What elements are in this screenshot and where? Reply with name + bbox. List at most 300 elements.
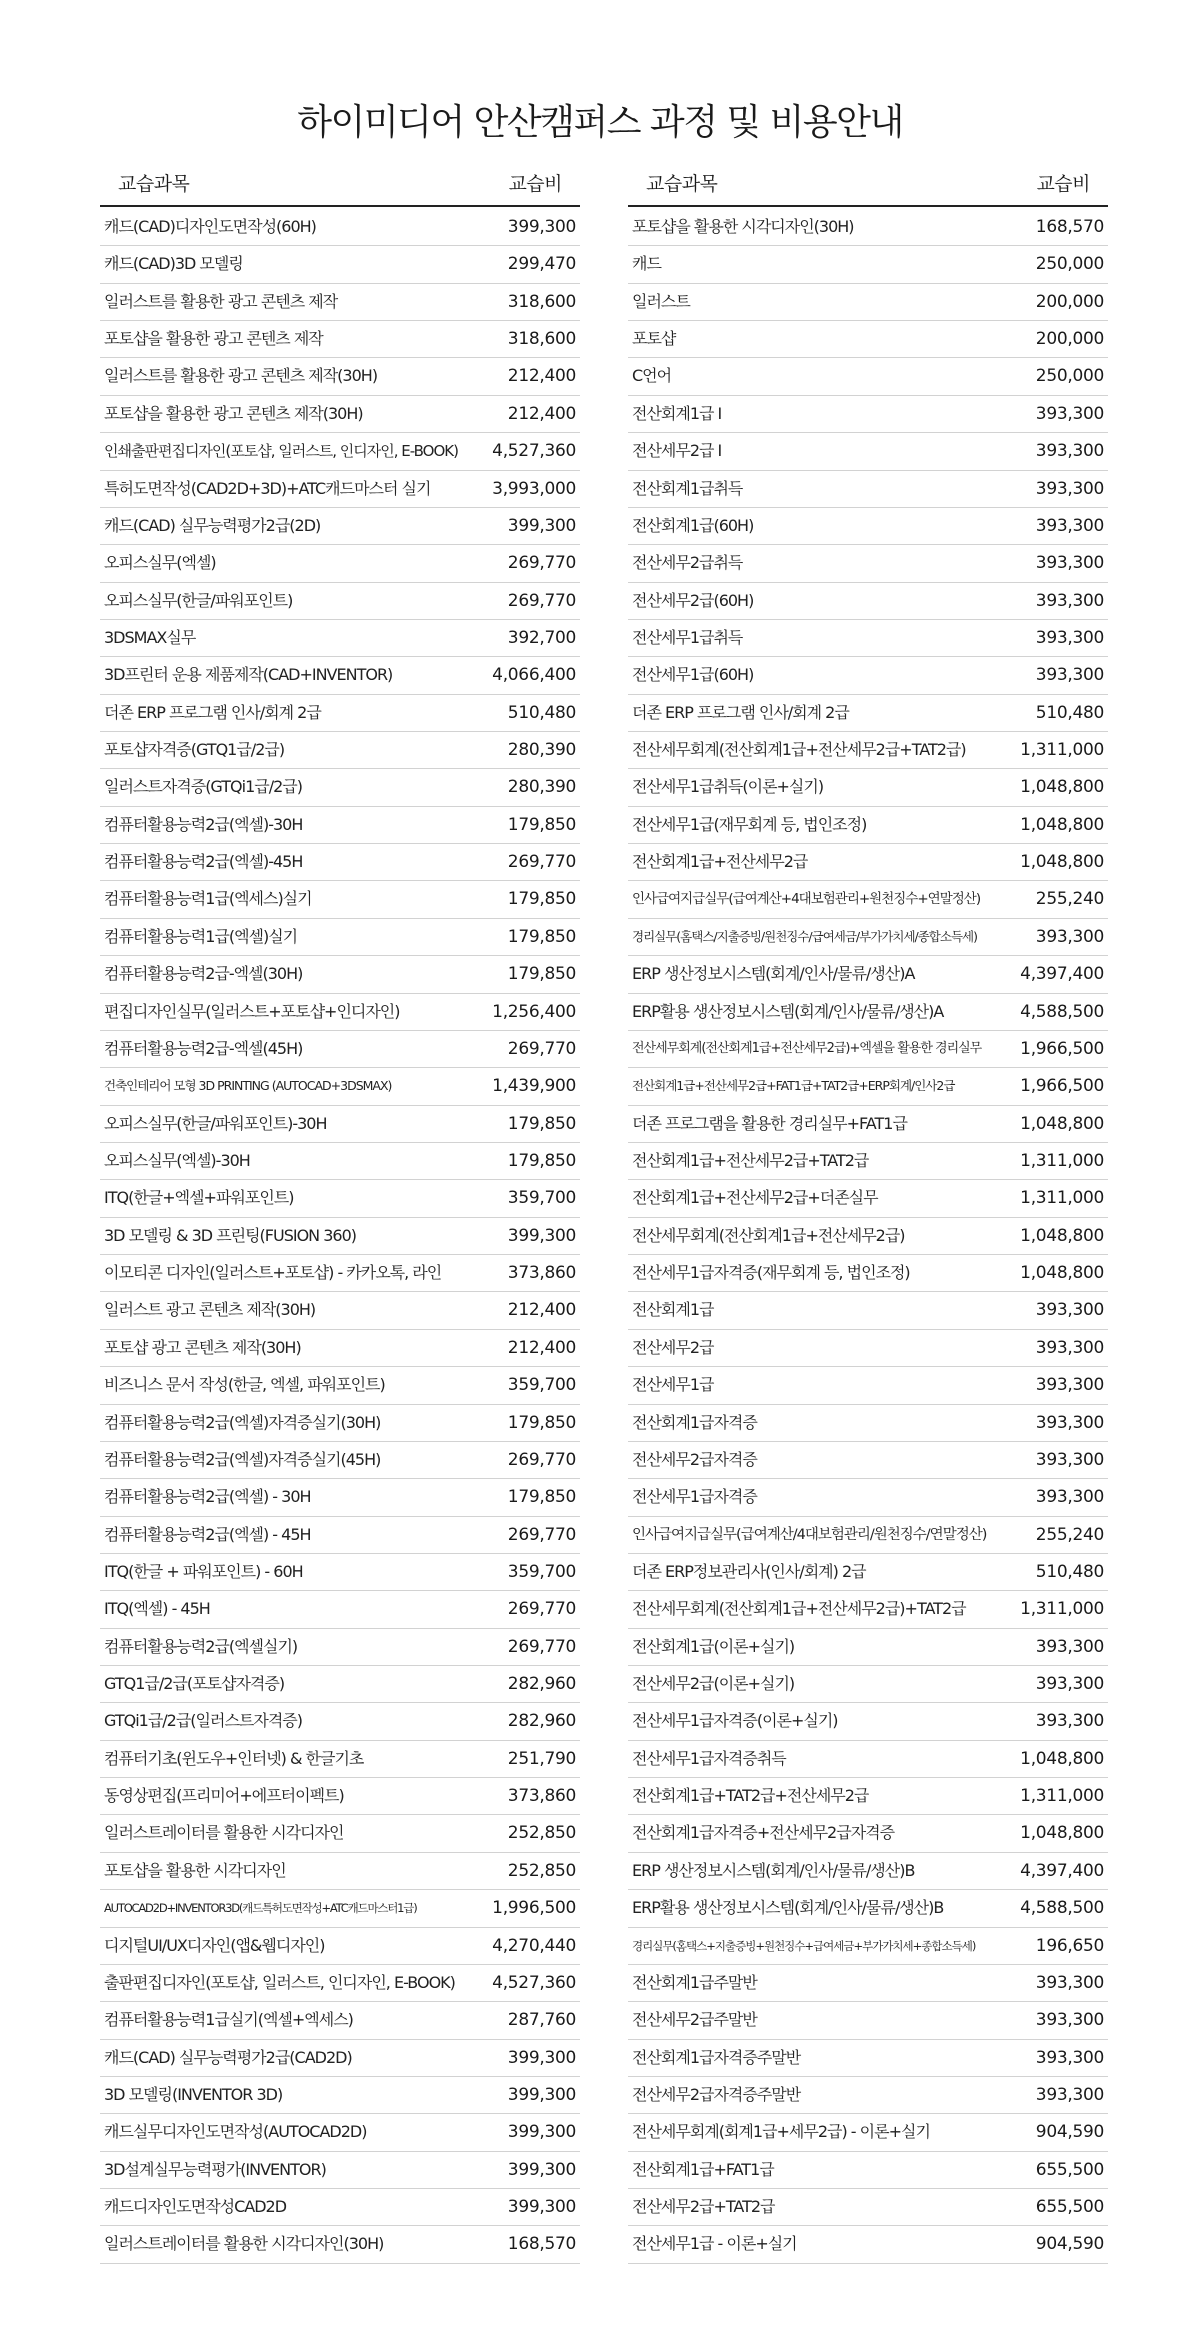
course-name: 인사급여지급실무(급여계산/4대보험관리/원천징수/연말정산) (632, 1526, 987, 1543)
course-name: 컴퓨터활용능력1급실기(엑셀+엑세스) (104, 2010, 353, 2030)
course-fee: 269,770 (507, 590, 576, 611)
header-course: 교습과목 (646, 173, 718, 195)
table-row (100, 1815, 580, 1852)
table-row (628, 2114, 1108, 2151)
table-row (628, 769, 1108, 806)
table-row (100, 1928, 580, 1965)
course-name: 3D설계실무능력평가(INVENTOR) (104, 2159, 326, 2179)
course-fee: 299,470 (507, 254, 576, 275)
table-row (628, 1218, 1108, 1255)
table-row (100, 1517, 580, 1554)
course-fee: 393,300 (1035, 2047, 1104, 2068)
course-name: 오피스실무(엑셀)-30H (104, 1150, 250, 1170)
course-name: 인사급여지급실무(급여계산+4대보험관리+원천징수+연말정산) (632, 891, 981, 908)
course-name: 전산세무2급(이론+실기) (632, 1674, 795, 1694)
course-name: 캐드디자인도면작성CAD2D (104, 2197, 287, 2217)
course-name: 더존 ERP 프로그램 인사/회계 2급 (632, 702, 849, 722)
course-name: 3D 모델링(INVENTOR 3D) (104, 2084, 283, 2104)
course-name: 전산세무회계(회계1급+세무2급) - 이론+실기 (632, 2122, 930, 2142)
course-name: 특허도면작성(CAD2D+3D)+ATC캐드마스터 실기 (104, 478, 431, 498)
table-row (100, 284, 580, 321)
course-fee: 399,300 (507, 217, 576, 237)
course-name: 전산세무2급(60H) (632, 590, 754, 610)
table-row (628, 1442, 1108, 1479)
table-row (628, 956, 1108, 993)
table-row (628, 2077, 1108, 2114)
course-fee: 399,300 (507, 2159, 576, 2180)
table-row (628, 2040, 1108, 2077)
course-fee: 212,400 (507, 1300, 576, 1321)
course-fee: 282,960 (507, 1674, 576, 1695)
course-fee: 280,390 (507, 740, 576, 761)
table-row (628, 2226, 1108, 2263)
table-row (100, 1479, 580, 1516)
course-fee: 399,300 (507, 2197, 576, 2218)
course-fee: 282,960 (507, 1711, 576, 1732)
table-row (100, 2152, 580, 2189)
course-name: 전산세무1급취득 (632, 627, 743, 647)
table-row (628, 1330, 1108, 1367)
course-fee: 179,850 (507, 964, 576, 985)
table-row (628, 1143, 1108, 1180)
table-row (100, 1106, 580, 1143)
course-fee: 4,527,360 (492, 1972, 576, 1993)
course-fee: 4,397,400 (1020, 964, 1104, 985)
table-row (100, 994, 580, 1031)
course-fee: 269,770 (507, 553, 576, 574)
course-name: C언어 (632, 366, 672, 386)
course-name: 3D 모델링 & 3D 프린팅(FUSION 360) (104, 1225, 357, 1245)
table-row (100, 1218, 580, 1255)
table-row (628, 284, 1108, 321)
course-name: 컴퓨터활용능력2급(엑셀실기) (104, 1636, 298, 1656)
course-name: ITQ(한글+엑셀+파워포인트) (104, 1188, 294, 1208)
table-row (100, 471, 580, 508)
course-name: 컴퓨터활용능력2급(엑셀)자격증실기(45H) (104, 1449, 381, 1469)
table-row (100, 1143, 580, 1180)
table-row (628, 881, 1108, 918)
course-fee: 1,048,800 (1020, 1748, 1104, 1769)
course-fee: 1,256,400 (492, 1001, 576, 1022)
course-name: 오피스실무(엑셀) (104, 553, 216, 573)
table-row (628, 1031, 1108, 1068)
course-name: ERP활용 생산정보시스템(회계/인사/물류/생산)B (632, 1898, 944, 1918)
course-fee: 399,300 (507, 2122, 576, 2143)
table-row (628, 1703, 1108, 1740)
table-row (628, 246, 1108, 283)
header-fee: 교습비 (1036, 173, 1090, 195)
course-fee: 393,300 (1035, 515, 1104, 536)
table-row (100, 1778, 580, 1815)
course-fee: 250,000 (1035, 254, 1104, 275)
course-name: 전산세무1급(60H) (632, 665, 754, 685)
table-row (628, 1554, 1108, 1591)
table-row (100, 1292, 580, 1329)
course-name: ITQ(한글 + 파워포인트) - 60H (104, 1561, 303, 1581)
table-row (628, 471, 1108, 508)
table-row (100, 583, 580, 620)
table-row (100, 956, 580, 993)
table-row (628, 657, 1108, 694)
course-name: 캐드 (632, 254, 661, 274)
course-name: 전산세무2급주말반 (632, 2010, 757, 2030)
course-name: 컴퓨터활용능력1급(엑세스)실기 (104, 889, 312, 909)
table-row (100, 209, 580, 246)
course-name: 컴퓨터활용능력2급(엑셀) - 30H (104, 1487, 311, 1507)
course-fee: 393,300 (1035, 1375, 1104, 1396)
course-fee: 393,300 (1035, 1487, 1104, 1508)
table-row (628, 2002, 1108, 2039)
course-name: 전산세무1급(재무회계 등, 법인조정) (632, 814, 867, 834)
course-fee: 510,480 (1035, 702, 1104, 723)
table-row (100, 695, 580, 732)
course-fee: 392,700 (507, 627, 576, 648)
course-name: GTQi1급/2급(일러스트자격증) (104, 1711, 302, 1731)
table-row (628, 508, 1108, 545)
course-name: 전산세무2급+TAT2급 (632, 2197, 775, 2217)
course-name: 디지털UI/UX디자인(앱&웹디자인) (104, 1935, 325, 1955)
course-fee: 399,300 (507, 2047, 576, 2068)
course-fee: 1,311,000 (1020, 1150, 1104, 1171)
course-fee: 252,850 (507, 1860, 576, 1881)
table-row (628, 1666, 1108, 1703)
course-fee: 393,300 (1035, 478, 1104, 499)
course-name: 컴퓨터활용능력2급(엑셀)-45H (104, 852, 303, 872)
course-name: 전산회계1급+전산세무2급 (632, 852, 808, 872)
course-fee: 510,480 (507, 702, 576, 723)
course-name: 컴퓨터활용능력2급-엑셀(45H) (104, 1038, 303, 1058)
course-name: 전산회계1급(이론+실기) (632, 1636, 795, 1656)
course-fee: 200,000 (1035, 291, 1104, 312)
course-name: 전산세무회계(전산회계1급+전산세무2급+TAT2급) (632, 740, 966, 760)
course-name: 출판편집디자인(포토샵, 일러스트, 인디자인, E-BOOK) (104, 1972, 455, 1992)
table-row (100, 508, 580, 545)
course-name: 전산회계1급+전산세무2급+더존실무 (632, 1188, 878, 1208)
course-fee: 399,300 (507, 2084, 576, 2105)
course-fee: 179,850 (507, 1113, 576, 1134)
course-name: 비즈니스 문서 작성(한글, 엑셀, 파워포인트) (104, 1375, 385, 1395)
table-row (100, 1703, 580, 1740)
course-name: 경리실무(홈택스/지출증빙/원천징수/급여세금/부가가치세/종합소득세) (632, 928, 977, 944)
table-row (100, 657, 580, 694)
table-row (100, 620, 580, 657)
table-row (628, 620, 1108, 657)
course-fee: 1,966,500 (1020, 1076, 1104, 1097)
course-fee: 393,300 (1035, 926, 1104, 947)
course-name: 전산회계1급+TAT2급+전산세무2급 (632, 1786, 869, 1806)
table-row (628, 2189, 1108, 2226)
course-fee: 393,300 (1035, 1711, 1104, 1732)
course-fee: 1,311,000 (1020, 1599, 1104, 1620)
course-fee: 655,500 (1035, 2159, 1104, 2180)
table-row (628, 1853, 1108, 1890)
table-row (628, 1629, 1108, 1666)
course-name: 전산세무1급자격증취득 (632, 1748, 786, 1768)
course-name: 일러스트 (632, 291, 690, 311)
course-fee: 393,300 (1035, 2084, 1104, 2105)
course-name: 컴퓨터활용능력2급(엑셀)자격증실기(30H) (104, 1412, 381, 1432)
course-fee: 4,066,400 (492, 665, 576, 686)
course-name: 전산회계1급주말반 (632, 1972, 757, 1992)
course-name: 일러스트레이터를 활용한 시각디자인(30H) (104, 2234, 384, 2254)
table-row (100, 433, 580, 470)
course-fee: 269,770 (507, 1599, 576, 1620)
table-row (100, 919, 580, 956)
table-row (628, 1479, 1108, 1516)
course-name: 전산세무2급자격증주말반 (632, 2084, 801, 2104)
table-row (628, 732, 1108, 769)
course-name: 전산회계1급자격증주말반 (632, 2047, 801, 2067)
table-row (100, 1554, 580, 1591)
course-fee: 399,300 (507, 1225, 576, 1246)
course-name: 전산세무2급 I (632, 441, 722, 461)
course-fee: 250,000 (1035, 366, 1104, 387)
table-row (628, 1890, 1108, 1927)
table-row (100, 1591, 580, 1628)
course-name: 일러스트자격증(GTQi1급/2급) (104, 777, 302, 797)
table-row (628, 1255, 1108, 1292)
header-course: 교습과목 (118, 173, 190, 195)
course-fee: 168,570 (1035, 217, 1104, 237)
course-fee: 393,300 (1035, 590, 1104, 611)
table-row (628, 358, 1108, 395)
table-row (100, 1666, 580, 1703)
course-fee: 269,770 (507, 1038, 576, 1059)
course-name: 컴퓨터기초(윈도우+인터넷) & 한글기초 (104, 1748, 364, 1768)
course-name: 포토샵을 활용한 광고 콘텐츠 제작(30H) (104, 403, 363, 423)
course-name: 오피스실무(한글/파워포인트) (104, 590, 293, 610)
course-fee: 269,770 (507, 852, 576, 873)
course-name: 포토샵을 활용한 시각디자인(30H) (632, 217, 854, 236)
course-fee: 1,996,500 (492, 1898, 576, 1919)
course-fee: 510,480 (1035, 1561, 1104, 1582)
course-fee: 904,590 (1035, 2122, 1104, 2143)
course-fee: 393,300 (1035, 2010, 1104, 2031)
table-row (628, 1778, 1108, 1815)
course-fee: 359,700 (507, 1561, 576, 1582)
table-row (100, 358, 580, 395)
course-name: 포토샵 (632, 329, 676, 349)
course-name: 더존 프로그램을 활용한 경리실무+FAT1급 (632, 1113, 907, 1133)
table-body (100, 209, 580, 2264)
course-name: GTQ1급/2급(포토샵자격증) (104, 1674, 285, 1694)
course-name: 전산세무1급 - 이론+실기 (632, 2234, 797, 2254)
table-row (100, 2114, 580, 2151)
table-row (628, 545, 1108, 582)
course-name: 전산회계1급자격증+전산세무2급자격증 (632, 1823, 895, 1843)
course-fee: 255,240 (1035, 1524, 1104, 1545)
table-row (100, 1853, 580, 1890)
course-fee: 1,048,800 (1020, 1263, 1104, 1284)
table-row (100, 807, 580, 844)
table-row (628, 1405, 1108, 1442)
course-name: 일러스트레이터를 활용한 시각디자인 (104, 1823, 344, 1843)
table-row (628, 994, 1108, 1031)
table-row (100, 321, 580, 358)
table-row (100, 769, 580, 806)
course-name: 일러스트를 활용한 광고 콘텐츠 제작(30H) (104, 366, 378, 386)
course-name: ERP활용 생산정보시스템(회계/인사/물류/생산)A (632, 1001, 944, 1021)
course-fee: 4,397,400 (1020, 1860, 1104, 1881)
table-row (100, 2077, 580, 2114)
course-name: 전산세무1급자격증(이론+실기) (632, 1711, 838, 1731)
course-fee: 318,600 (507, 291, 576, 312)
table-row (628, 1965, 1108, 2002)
table-row (628, 919, 1108, 956)
course-fee: 269,770 (507, 1524, 576, 1545)
course-name: 전산세무1급자격증 (632, 1487, 757, 1507)
course-name: 전산회계1급 (632, 1300, 714, 1320)
course-name: 전산회계1급(60H) (632, 515, 754, 535)
course-fee: 1,048,800 (1020, 814, 1104, 835)
table-row (100, 396, 580, 433)
course-fee: 287,760 (507, 2010, 576, 2031)
course-fee: 393,300 (1035, 403, 1104, 424)
course-name: 캐드(CAD)디자인도면작성(60H) (104, 217, 316, 236)
course-fee: 1,439,900 (492, 1076, 576, 1097)
header-fee: 교습비 (508, 173, 562, 195)
course-fee: 212,400 (507, 403, 576, 424)
course-fee: 318,600 (507, 329, 576, 350)
course-name: 캐드(CAD)3D 모델링 (104, 254, 243, 274)
course-name: 일러스트 광고 콘텐츠 제작(30H) (104, 1300, 316, 1320)
course-name: 동영상편집(프리미어+에프터이펙트) (104, 1786, 344, 1806)
table-row (100, 1405, 580, 1442)
course-fee: 1,048,800 (1020, 1113, 1104, 1134)
course-fee: 359,700 (507, 1375, 576, 1396)
course-fee: 168,570 (507, 2234, 576, 2255)
course-fee: 1,048,800 (1020, 852, 1104, 873)
course-name: 전산회계1급 I (632, 403, 722, 423)
course-fee: 393,300 (1035, 1300, 1104, 1321)
table-row (628, 1741, 1108, 1778)
course-name: 포토샵을 활용한 광고 콘텐츠 제작 (104, 329, 323, 349)
course-name: 전산세무회계(전산회계1급+전산세무2급) (632, 1225, 905, 1245)
course-name: 오피스실무(한글/파워포인트)-30H (104, 1113, 327, 1133)
course-name: 3DSMAX실무 (104, 627, 196, 647)
course-name: 인쇄출판편집디자인(포토샵, 일러스트, 인디자인, E-BOOK) (104, 442, 458, 461)
course-name: 3D프린터 운용 제품제작(CAD+INVENTOR) (104, 665, 393, 685)
course-fee: 393,300 (1035, 1636, 1104, 1657)
table-row (628, 1591, 1108, 1628)
page-title: 하이미디어 안산캠퍼스 과정 및 비용안내 (297, 102, 903, 144)
course-fee: 179,850 (507, 1487, 576, 1508)
course-name: 캐드(CAD) 실무능력평가2급(CAD2D) (104, 2047, 352, 2067)
course-name: 컴퓨터활용능력2급-엑셀(30H) (104, 964, 303, 984)
course-fee: 1,966,500 (1020, 1038, 1104, 1059)
course-name: 더존 ERP 프로그램 인사/회계 2급 (104, 702, 321, 722)
course-name: 더존 ERP정보관리사(인사/회계) 2급 (632, 1561, 866, 1581)
table-row (100, 1965, 580, 2002)
course-name: 전산세무회계(전산회계1급+전산세무2급)+엑셀을 활용한 경리실무 (632, 1040, 982, 1056)
table-row (628, 209, 1108, 246)
table-row (100, 545, 580, 582)
table-row (100, 2040, 580, 2077)
course-name: 전산회계1급취득 (632, 478, 743, 498)
course-fee: 269,770 (507, 1449, 576, 1470)
course-name: 포토샵 광고 콘텐츠 제작(30H) (104, 1337, 301, 1357)
course-name: 전산세무회계(전산회계1급+전산세무2급)+TAT2급 (632, 1599, 966, 1619)
table-row (628, 583, 1108, 620)
course-fee: 1,311,000 (1020, 1188, 1104, 1209)
course-name: 전산회계1급+전산세무2급+TAT2급 (632, 1150, 869, 1170)
table-row (628, 1517, 1108, 1554)
course-fee: 196,650 (1035, 1935, 1104, 1956)
course-name: ITQ(엑셀) - 45H (104, 1599, 210, 1619)
table-row (628, 1292, 1108, 1329)
course-fee: 393,300 (1035, 1972, 1104, 1993)
table-row (100, 1031, 580, 1068)
course-name: 전산세무1급 (632, 1375, 714, 1395)
course-fee: 393,300 (1035, 1412, 1104, 1433)
table-row (100, 1629, 580, 1666)
course-fee: 179,850 (507, 926, 576, 947)
table-row (100, 2226, 580, 2263)
table-row (628, 695, 1108, 732)
fee-table-right (628, 155, 1108, 2264)
course-name: 전산회계1급+전산세무2급+FAT1급+TAT2급+ERP회계/인사2급 (632, 1078, 955, 1094)
course-name: 컴퓨터활용능력2급(엑셀)-30H (104, 814, 303, 834)
course-fee: 212,400 (507, 1337, 576, 1358)
table-row (628, 2152, 1108, 2189)
course-fee: 1,048,800 (1020, 1225, 1104, 1246)
course-fee: 4,527,360 (492, 441, 576, 462)
table-row (100, 1890, 580, 1927)
table-row (100, 1255, 580, 1292)
course-fee: 179,850 (507, 1150, 576, 1171)
table-row (628, 1068, 1108, 1105)
course-fee: 393,300 (1035, 627, 1104, 648)
table-header (100, 155, 580, 207)
course-name: 전산회계1급자격증 (632, 1412, 757, 1432)
table-row (100, 1367, 580, 1404)
course-fee: 655,500 (1035, 2197, 1104, 2218)
table-row (100, 881, 580, 918)
course-name: AUTOCAD2D+INVENTOR3D(캐드특허도면작성+ATC캐드마스터1급) (104, 1901, 417, 1916)
course-fee: 1,048,800 (1020, 1823, 1104, 1844)
course-fee: 212,400 (507, 366, 576, 387)
course-fee: 179,850 (507, 814, 576, 835)
table-row (100, 1442, 580, 1479)
course-name: 편집디자인실무(일러스트+포토샵+인디자인) (104, 1001, 400, 1021)
course-fee: 393,300 (1035, 1674, 1104, 1695)
course-fee: 4,588,500 (1020, 1898, 1104, 1919)
course-fee: 251,790 (507, 1748, 576, 1769)
table-row (628, 1180, 1108, 1217)
course-name: 포토샵을 활용한 시각디자인 (104, 1860, 286, 1880)
course-fee: 393,300 (1035, 1449, 1104, 1470)
course-name: 전산세무2급 (632, 1337, 714, 1357)
course-name: ERP 생산정보시스템(회계/인사/물류/생산)B (632, 1860, 915, 1880)
course-name: 일러스트를 활용한 광고 콘텐츠 제작 (104, 291, 338, 311)
table-row (100, 844, 580, 881)
table-row (628, 844, 1108, 881)
table-row (100, 246, 580, 283)
course-name: 전산회계1급+FAT1급 (632, 2159, 774, 2179)
course-fee: 179,850 (507, 1412, 576, 1433)
course-name: 캐드실무디자인도면작성(AUTOCAD2D) (104, 2122, 367, 2142)
course-fee: 393,300 (1035, 1337, 1104, 1358)
table-row (100, 732, 580, 769)
course-fee: 269,770 (507, 1636, 576, 1657)
table-row (100, 2189, 580, 2226)
table-row (628, 1928, 1108, 1965)
course-fee: 3,993,000 (492, 478, 576, 499)
course-name: 건축인테리어 모형 3D PRINTING (AUTOCAD+3DSMAX) (104, 1078, 392, 1094)
course-name: 경리실무(홈택스+지출증빙+원천징수+급여세금+부가가치세+종합소득세) (632, 1938, 976, 1953)
course-name: 컴퓨터활용능력2급(엑셀) - 45H (104, 1524, 311, 1544)
fee-table-left (100, 155, 580, 2264)
